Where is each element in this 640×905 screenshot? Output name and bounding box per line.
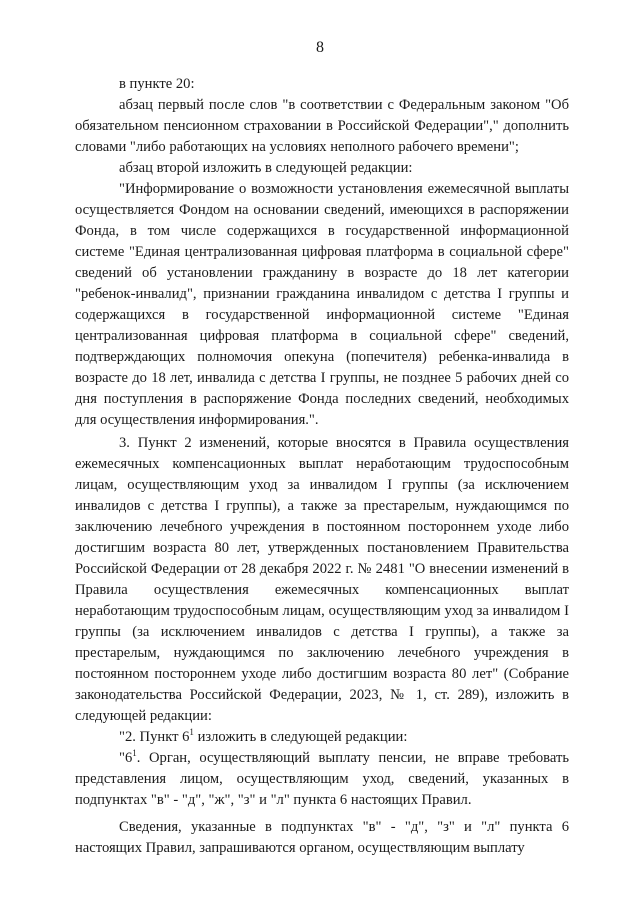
- paragraph-information-request: Сведения, указанные в подпунктах "в" - "д", "з" и "л" пункта 6 настоящих Правил, запрашиваются органом, осуществляющим выплату: [75, 819, 569, 856]
- paragraph-informing-text: "Информирование о возможности установления ежемесячной выплаты осуществляется Фондом на основании сведений, имеющихся в распоряжении Фонда, в том числе содержащихся в государственной информационной системе "Единая централизованная цифровая платформа в социальной сфере" сведений об установлении гражданину в возрасте до 18 лет категории "ребенок-инвалид", признании гражданина инвалидом с детства I группы и содержащихся в государственной информационной системе "Единая централизованная цифровая платформа в социальной сфере" сведений, подтверждающих полномочия опекуна (попечителя) ребенка-инвалида в возрасте до 18 лет, инвалида с детства I группы, не позднее 5 рабочих дней со дня поступления в распоряжение Фонда последних сведений, необходимых для осуществления информирования.".: [75, 181, 569, 428]
- paragraph-second-abzac-heading: абзац второй изложить в следующей редакции:: [119, 160, 413, 176]
- paragraph-item-6-1-heading: [75, 727, 569, 748]
- document-body: [75, 74, 569, 859]
- page-number: 8: [316, 39, 324, 56]
- text-fragment: изложить в следующей редакции:: [193, 729, 408, 745]
- paragraph-item-3: 3. Пункт 2 изменений, которые вносятся в Правила осуществления ежемесячных компенсационных выплат неработающим трудоспособным лицам, осуществляющим уход за инвалидом I группы (за исключением инвалидов с детства I группы), а также за престарелым, нуждающимся по заключению лечебного учреждения в постоянном постороннем уходе либо достигшим возраста 80 лет, утвержденных постановлением Правительства Российской Федерации от 28 декабря 2022 г. № 2481 "О внесении изменений в Правила осуществления ежемесячных компенсационных выплат неработающим трудоспособным лицам, осуществляющим уход за инвалидом I группы (за исключением инвалидов с детства I группы), а также за престарелым, нуждающимся по заключению лечебного учреждения в постоянном постороннем уходе либо достигшим возраста 80 лет" (Собрание законодательства Российской Федерации, 2023, № 1, ст. 289), изложить в следующей редакции:: [75, 435, 569, 724]
- text-fragment: "6: [119, 750, 133, 766]
- text-fragment: . Орган, осуществляющий выплату пенсии, не вправе требовать представления лицом, осуществляющим уход, сведений, указанных в подпунктах "в" - "д", "ж", "з" и "л" пункта 6 настоящих Правил.: [75, 750, 569, 808]
- superscript: 1: [189, 727, 194, 738]
- paragraph-first-abzac-amendment: абзац первый после слов "в соответствии с Федеральным законом "Об обязательном пенсионном страховании в Российской Федерации"," дополнить словами "либо работающих на условиях неполного рабочего времени";: [75, 97, 569, 155]
- paragraph-item-20-heading: в пункте 20:: [119, 76, 195, 92]
- text-fragment: "2. Пункт 6: [119, 729, 190, 745]
- superscript: 1: [132, 748, 137, 759]
- paragraph-item-6-1-text: [75, 748, 569, 811]
